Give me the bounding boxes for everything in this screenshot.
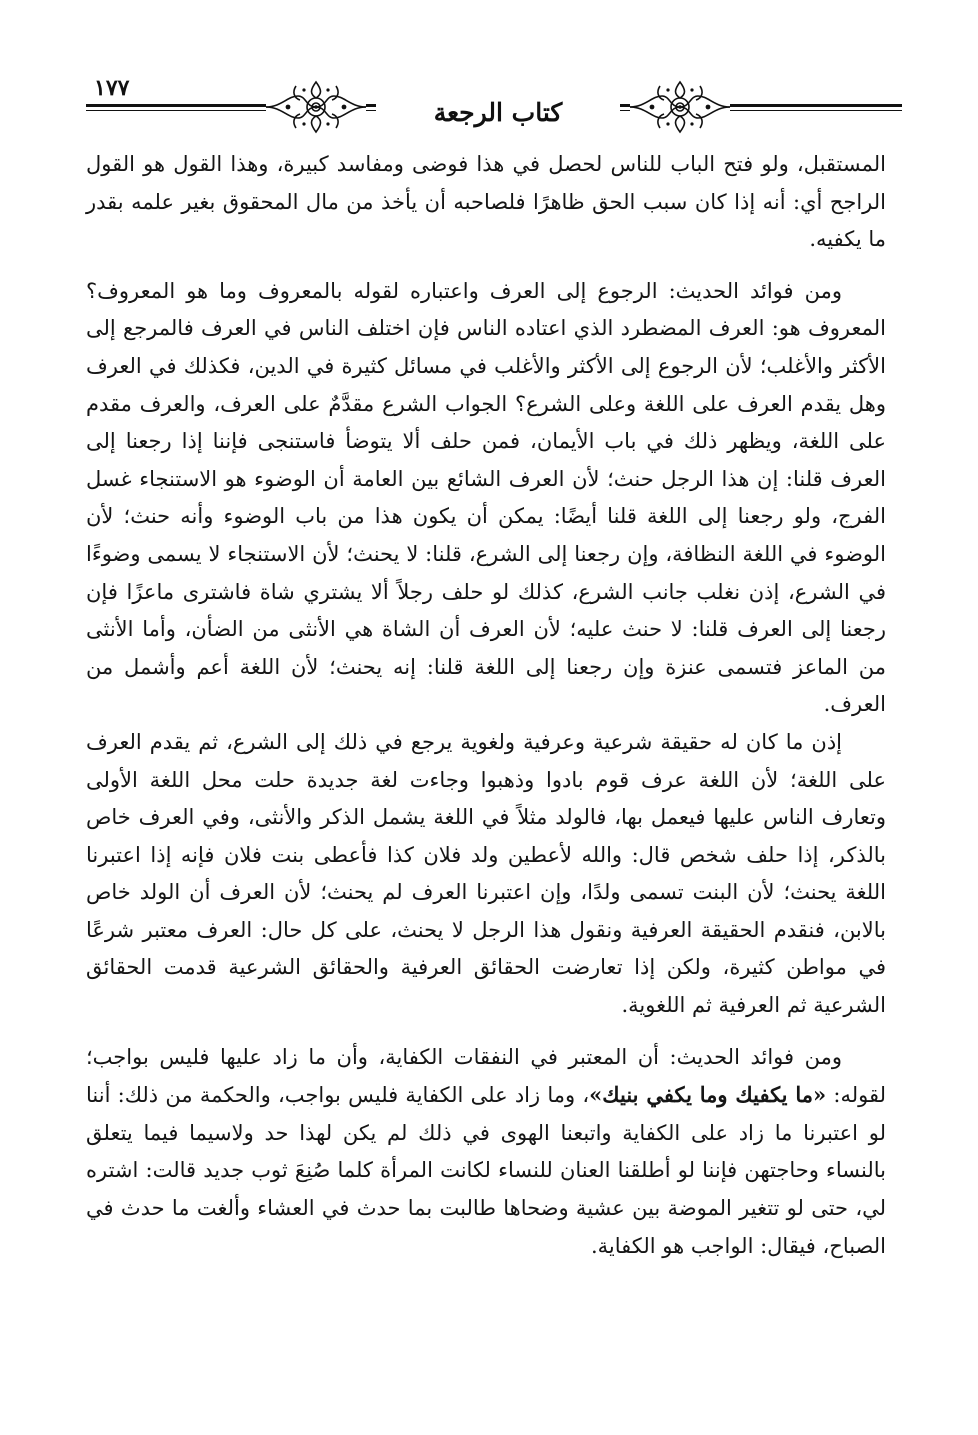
paragraph: المستقبل، ولو فتح الباب للناس لحصل في هذا فوضى ومفاسد كبيرة، وهذا القول هو القول الراجح أي: أنه إذا كان سبب الحق ظاهرًا فلصاحبه أن يأخذ من مال المحقوق بغير علمه بقدر ما يكفيه. bbox=[86, 152, 886, 252]
paragraph: ومن فوائد الحديث: الرجوع إلى العرف واعتباره لقوله بالمعروف وما هو المعروف؟ المعروف هو: العرف المضطرد الذي اعتاده الناس فإن اختلف الناس في العرف فالمرجع إلى الأكثر والأغلب؛ لأن الرجوع إلى الأكثر والأغلب في مسائل كثيرة في الدين، فكذلك في العرف وهل يقدم العرف على اللغة وعلى الشرع؟ الجواب الشرع مقدَّمٌ على العرف، والعرف مقدم على اللغة، ويظهر ذلك في باب الأيمان، فمن حلف ألا يتوضأ فاستنجى فإننا إذا رجعنا إلى العرف قلنا: إن هذا الرجل حنث؛ لأن العرف الشائع بين العامة أن الوضوء هو الاستنجاء غسل الفرج، ولو رجعنا إلى اللغة قلنا أيضًا: يمكن أن يكون هذا من باب الوضوء وأنه حنث؛ لأن الوضوء في اللغة النظافة، وإن رجعنا إلى الشرع، قلنا: لا يحنث؛ لأن الاستنجاء لا يسمى وضوءًا في الشرع، إذن نغلب جانب الشرع، كذلك لو حلف رجلاً ألا يشتري شاة فاشترى ماعزًا فإن رجعنا إلى العرف قلنا: لا حنث عليه؛ لأن العرف أن الشاة هي الأنثى من الضأن، وأما الأنثى من الماعز فتسمى عنزة وإن رجعنا إلى اللغة قلنا: إنه يحنث؛ لأن اللغة أعم وأشمل من العرف. bbox=[86, 278, 886, 717]
paragraph bbox=[86, 1039, 886, 1266]
running-title: كتاب الرجعة bbox=[376, 98, 620, 128]
page-number: ١٧٧ bbox=[94, 75, 130, 101]
body-text bbox=[86, 146, 886, 1265]
header-ornament-left-icon bbox=[266, 76, 366, 138]
paragraph: إذن ما كان له حقيقة شرعية وعرفية ولغوية يرجع في ذلك إلى الشرع، ثم يقدم العرف على اللغة؛ لأن اللغة عرف قوم بادوا وذهبوا وجاءت لغة جديدة حلت محل اللغة الأولى وتعارف الناس عليها فيعمل بها، فالولد مثلاً في اللغة يشمل الذكر والأنثى، وفي العرف خاص بالذكر، إذا حلف شخص قال: والله لأعطين ولد فلان كذا فأعطى بنت فلان فإنه إذا اعتبرنا اللغة يحنث؛ لأن البنت تسمى ولدًا، وإن اعتبرنا العرف لم يحنث؛ لأن العرف أن الولد خاص بالابن، فنقدم الحقيقة العرفية ونقول هذا الرجل لا يحنث، على كل حال: العرف معتبر شرعًا في مواطن كثيرة، ولكن إذا تعارضت الحقائق العرفية والحقائق الشرعية قدمت الحقائق الشرعية ثم العرفية ثم اللغوية. bbox=[86, 729, 886, 1018]
header-ornament-right-icon bbox=[630, 76, 730, 138]
page-header bbox=[86, 76, 902, 138]
paragraph-intro: ومن فوائد الحديث: أن المعتبر في النفقات الكفاية، وأن ما زاد عليها فليس بواجب؛ لقوله: bbox=[86, 1044, 886, 1108]
paragraph-rest: ، وما زاد على الكفاية فليس بواجب، والحكمة من ذلك: أننا لو اعتبرنا ما زاد على الكفاية واتبعنا الهوى في ذلك لم يكن لهذا حد ولاسيما فيما يتعلق بالنساء وحاجتهن فإننا لو أطلقنا العنان للنساء لكانت المرأة كلما صُنِعَ ثوب جديد قالت: اشتره لي، حتى لو تتغير الموضة بين عشية وضحاها طالبت بما حدث في العشاء وألغت ما حدث في الصباح، فيقال: الواجب هو الكفاية. bbox=[86, 1083, 886, 1258]
hadith-quote: «ما يكفيك وما يكفي بنيك» bbox=[589, 1082, 827, 1108]
